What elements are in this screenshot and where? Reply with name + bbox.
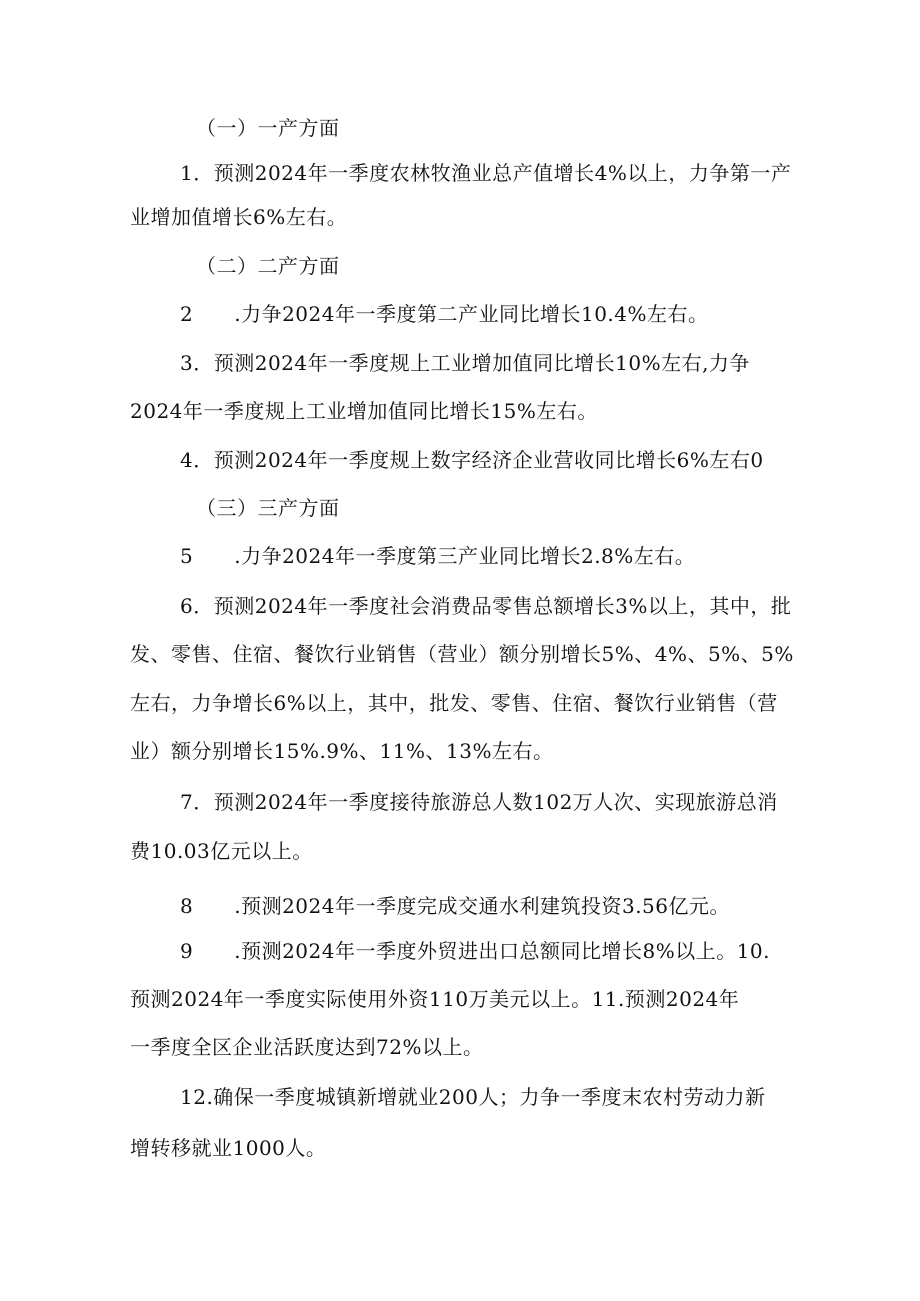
list-item-2: 2 .力争2024年一季度第二产业同比增长10.4%左右。 [180,302,709,326]
list-item-8: 8 .预测2024年一季度完成交通水利建筑投资3.56亿元。 [180,894,731,918]
list-item-12-continued: 增转移就业1000人。 [130,1136,327,1160]
list-item-5: 5 .力争2024年一季度第三产业同比增长2.8%左右。 [180,544,696,568]
list-item-7: 7．预测2024年一季度接待旅游总人数102万人次、实现旅游总消 [180,790,778,814]
list-item-4: 4．预测2024年一季度规上数字经济企业营收同比增长6%左右0 [180,448,764,472]
list-item-9: 9 .预测2024年一季度外贸进出口总额同比增长8%以上。10. [180,939,771,963]
section-heading-tertiary: （三）三产方面 [196,496,340,520]
section-heading-primary: （一）一产方面 [196,116,340,140]
list-item-11: 一季度全区企业活跃度达到72%以上。 [130,1035,484,1059]
section-heading-secondary: （二）二产方面 [196,254,340,278]
list-item-6-continued-3: 业）额分别增长15%.9%、11%、13%左右。 [130,739,554,763]
list-item-1-continued: 业增加值增长6%左右。 [130,205,348,229]
list-item-1: 1．预测2024年一季度农林牧渔业总产值增长4%以上，力争第一产 [180,161,792,185]
list-item-3-continued: 2024年一季度规上工业增加值同比增长15%左右。 [130,399,598,423]
list-item-7-continued: 费10.03亿元以上。 [130,839,313,863]
list-item-10: 预测2024年一季度实际使用外资110万美元以上。11.预测2024年 [130,987,740,1011]
list-item-6: 6．预测2024年一季度社会消费品零售总额增长3%以上，其中，批 [180,594,792,618]
list-item-12: 12.确保一季度城镇新增就业200人；力争一季度末农村劳动力新 [180,1085,766,1109]
list-item-6-continued-1: 发、零售、住宿、餐饮行业销售（营业）额分别增长5%、4%、5%、5% [130,642,794,666]
list-item-6-continued-2: 左右，力争增长6%以上，其中，批发、零售、住宿、餐饮行业销售（营 [130,691,778,715]
list-item-3: 3．预测2024年一季度规上工业增加值同比增长10%左右,力争 [180,351,750,375]
